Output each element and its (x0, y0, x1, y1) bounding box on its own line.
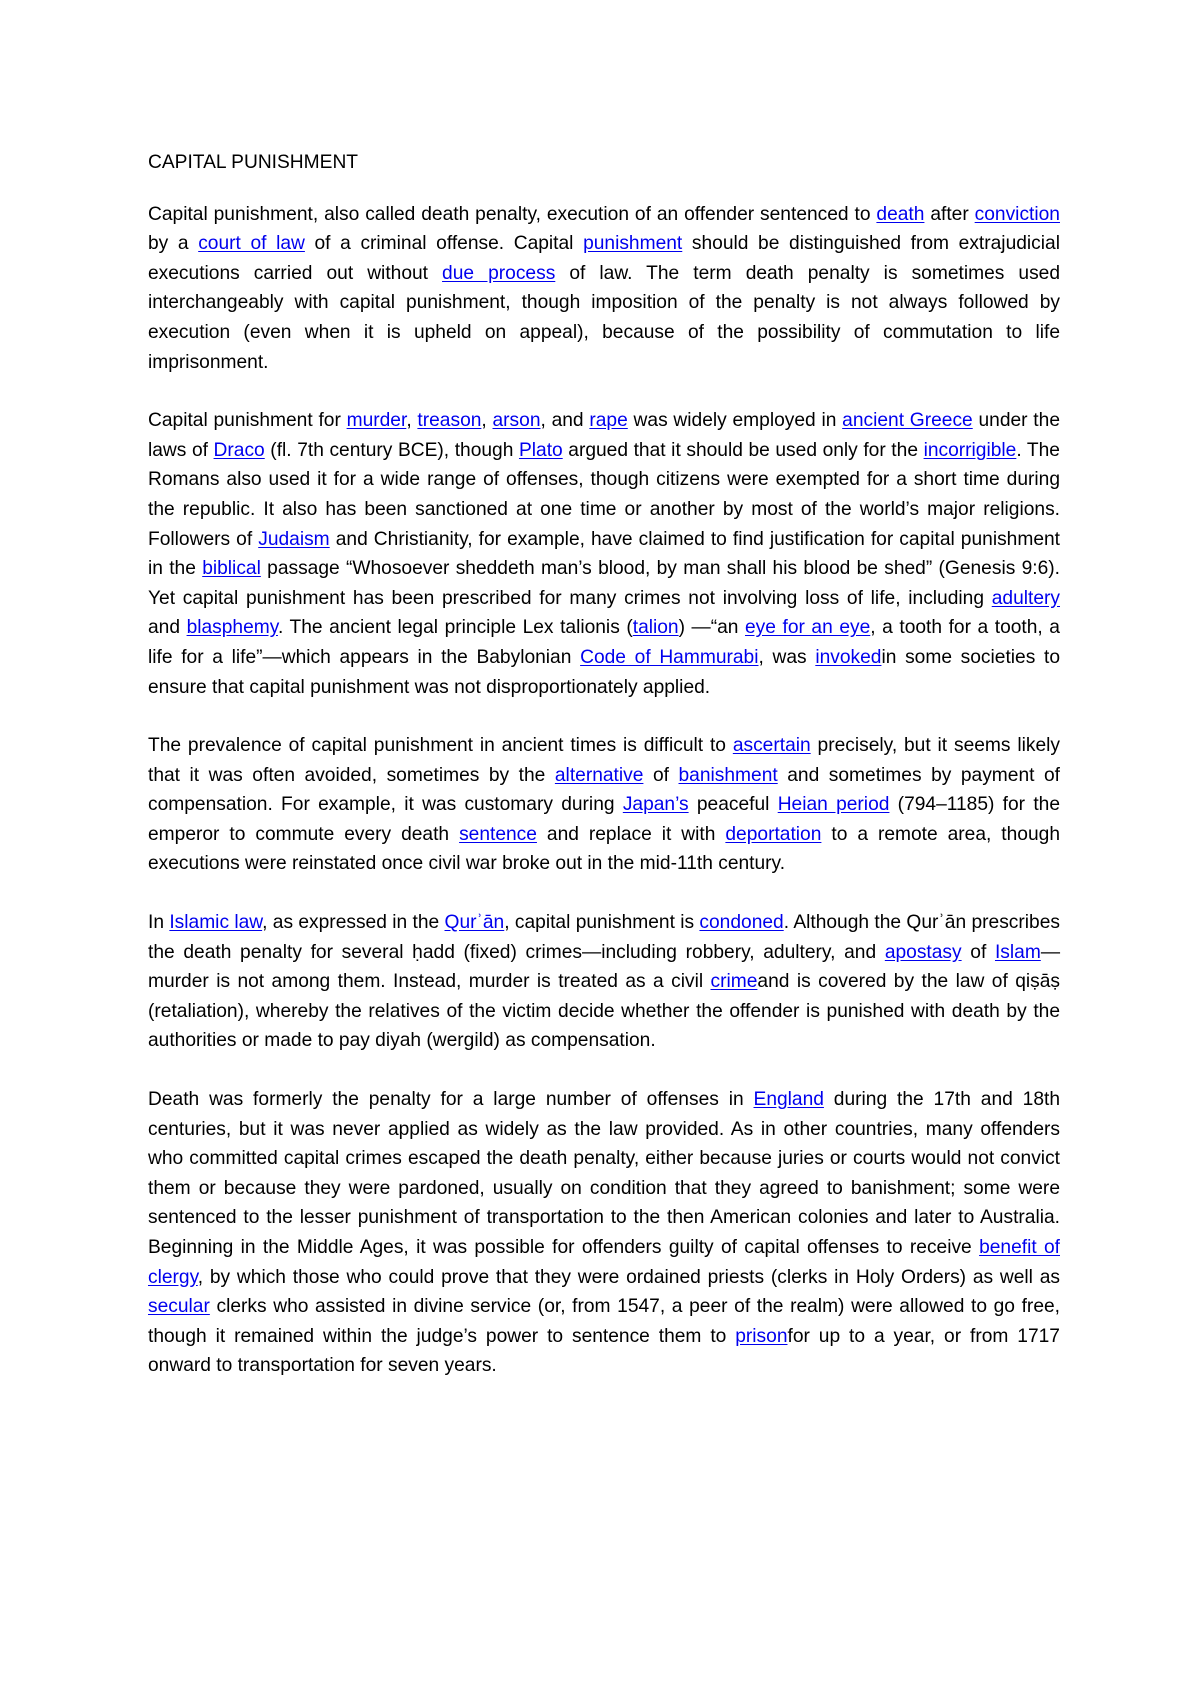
text-run: The prevalence of capital punishment in ancient times is difficult to (148, 735, 733, 757)
text-run: and is covered by the law of qiṣāṣ (retaliation), whereby the relatives of the victim decide whether the offender is punished with death by the authorities or made to pay diyah (wergild) as compensation. (148, 971, 1060, 1052)
link-qur-n[interactable]: Qurʾān (444, 912, 505, 934)
text-run: for up to a year, or from 1717 onward to transportation for seven years. (148, 1325, 1060, 1377)
link-judaism[interactable]: Judaism (258, 528, 330, 550)
link-benefit-of-clergy[interactable]: benefit of clergy (148, 1237, 1060, 1288)
text-run: (fl. 7th century BCE), though (264, 439, 519, 461)
link-adultery[interactable]: adultery (991, 587, 1060, 609)
link-ancient-greece[interactable]: ancient Greece (842, 410, 973, 432)
text-run: precisely, but it seems likely that it was often avoided, sometimes by the (148, 735, 1060, 786)
text-run: of law. The term death penalty is sometimes used interchangeably with capital punishment, though imposition of the penalty is not always followed by execution (even when it is upheld on appeal), because of the possibility of commutation to life imprisonment. (148, 262, 1061, 373)
text-run: (794–1185) for the emperor to commute every death (148, 794, 1060, 845)
link-punishment[interactable]: punishment (583, 233, 683, 255)
link-death[interactable]: death (876, 203, 925, 225)
link-plato[interactable]: Plato (518, 439, 563, 461)
paragraph-1 (148, 200, 1060, 378)
text-run: —murder is not among them. Instead, murder is treated as a civil (148, 941, 1060, 993)
link-rape[interactable]: rape (589, 410, 628, 432)
text-run: Death was formerly the penalty for a large number of offenses in (148, 1089, 754, 1111)
link-deportation[interactable]: deportation (725, 823, 822, 845)
text-run: of (643, 764, 679, 786)
link-talion[interactable]: talion (632, 617, 679, 639)
text-run: under the laws of (148, 410, 1060, 461)
text-run: In (148, 912, 170, 934)
link-islam[interactable]: Islam (994, 941, 1041, 963)
text-run: , as expressed in the (262, 912, 445, 934)
text-run: of a criminal offense. Capital (304, 233, 584, 255)
paragraph-4 (148, 908, 1060, 1056)
text-run: and (148, 617, 187, 639)
link-apostasy[interactable]: apostasy (884, 941, 962, 963)
text-run: argued that it should be used only for the (562, 439, 924, 461)
text-run: of (961, 941, 995, 963)
link-heian-period[interactable]: Heian period (777, 794, 890, 816)
text-run: and sometimes by payment of compensation. For example, it was customary during (148, 764, 1060, 816)
paragraph-2 (148, 406, 1060, 702)
link-prison[interactable]: prison (735, 1325, 788, 1347)
link-banishment[interactable]: banishment (678, 764, 778, 786)
link-islamic-law[interactable]: Islamic law (169, 912, 263, 934)
document-body (148, 200, 1060, 1381)
text-run: by a (148, 233, 199, 255)
link-due-process[interactable]: due process (442, 262, 556, 284)
link-secular[interactable]: secular (148, 1296, 210, 1318)
link-crime[interactable]: crime (710, 971, 758, 993)
paragraph-5 (148, 1085, 1060, 1381)
text-run: , was (758, 646, 816, 668)
link-eye-for-an-eye[interactable]: eye for an eye (745, 617, 871, 639)
text-run: peaceful (688, 794, 778, 816)
text-run: , capital punishment is (504, 912, 700, 934)
link-sentence[interactable]: sentence (459, 823, 537, 845)
link-blasphemy[interactable]: blasphemy (186, 617, 278, 639)
text-run: after (924, 203, 975, 225)
text-run: to a remote area, though executions were reinstated once civil war broke out in the mid-11th century. (148, 823, 1060, 875)
link-invoked[interactable]: invoked (815, 646, 882, 668)
text-run: and Christianity, for example, have claimed to find justification for capital punishment in the (148, 528, 1061, 580)
document-page (148, 148, 1060, 1410)
paragraph-3 (148, 731, 1060, 879)
text-run: , a tooth for a tooth, a life for a life”—which appears in the Babylonian (148, 617, 1060, 668)
link-treason[interactable]: treason (417, 410, 482, 432)
link-draco[interactable]: Draco (213, 439, 265, 461)
link-court-of-law[interactable]: court of law (198, 233, 305, 255)
text-run: during the 17th and 18th centuries, but it was never applied as widely as the law provided. As in other countries, many offenders who committed capital crimes escaped the death penalty, either because juries or courts would not convict them or because they were pardoned, usually on condition that they agreed to banishment; some were sentenced to the lesser punishment of transportation to the then American colonies and later to Australia. Beginning in the Middle Ages, it was possible for offenders guilty of capital offenses to receive (148, 1089, 1060, 1258)
text-run: Capital punishment, also called death penalty, execution of an offender sentenced to (148, 203, 877, 225)
link-england[interactable]: England (753, 1089, 824, 1111)
text-run: . Although the Qurʾān prescribes the death penalty for several ḥadd (fixed) crimes—including robbery, adultery, and (148, 912, 1060, 963)
link-biblical[interactable]: biblical (202, 558, 261, 580)
text-run: clerks who assisted in divine service (or, from 1547, a peer of the realm) were allowed to go free, though it remained within the judge’s power to sentence them to (148, 1296, 1060, 1347)
text-run: and replace it with (536, 823, 726, 845)
link-japan-s[interactable]: Japan’s (622, 794, 689, 816)
text-run: should be distinguished from extrajudicial executions carried out without (148, 233, 1060, 284)
text-run: Capital punishment for (148, 410, 347, 432)
link-conviction[interactable]: conviction (974, 203, 1060, 225)
text-run: was widely employed in (627, 410, 843, 432)
link-alternative[interactable]: alternative (554, 764, 644, 786)
link-ascertain[interactable]: ascertain (732, 735, 811, 757)
text-run: . The Romans also used it for a wide range of offenses, though citizens were exempted for a short time during the republic. It also has been sanctioned at one time or another by most of the world’s major religions. Followers of (148, 439, 1060, 550)
text-run: passage “Whosoever sheddeth man’s blood, by man shall his blood be shed” (Genesis 9:6). Yet capital punishment has been prescribed for many crimes not involving loss of life, including (148, 558, 1060, 609)
text-run: , by which those who could prove that they were ordained priests (clerks in Holy Orders) as well as (197, 1266, 1060, 1288)
text-run: in some societies to ensure that capital punishment was not disproportionately applied. (148, 646, 1060, 698)
link-arson[interactable]: arson (492, 410, 541, 432)
text-run: ) —“an (678, 617, 746, 639)
text-run: , (406, 410, 418, 432)
link-code-of-hammurabi[interactable]: Code of Hammurabi (580, 646, 759, 668)
link-incorrigible[interactable]: incorrigible (923, 439, 1017, 461)
link-murder[interactable]: murder (346, 410, 407, 432)
text-run: , and (540, 410, 590, 432)
text-run: , (481, 410, 493, 432)
text-run: . The ancient legal principle Lex talionis ( (277, 617, 633, 639)
link-condoned[interactable]: condoned (699, 912, 784, 934)
document-title: CAPITAL PUNISHMENT (148, 152, 359, 173)
